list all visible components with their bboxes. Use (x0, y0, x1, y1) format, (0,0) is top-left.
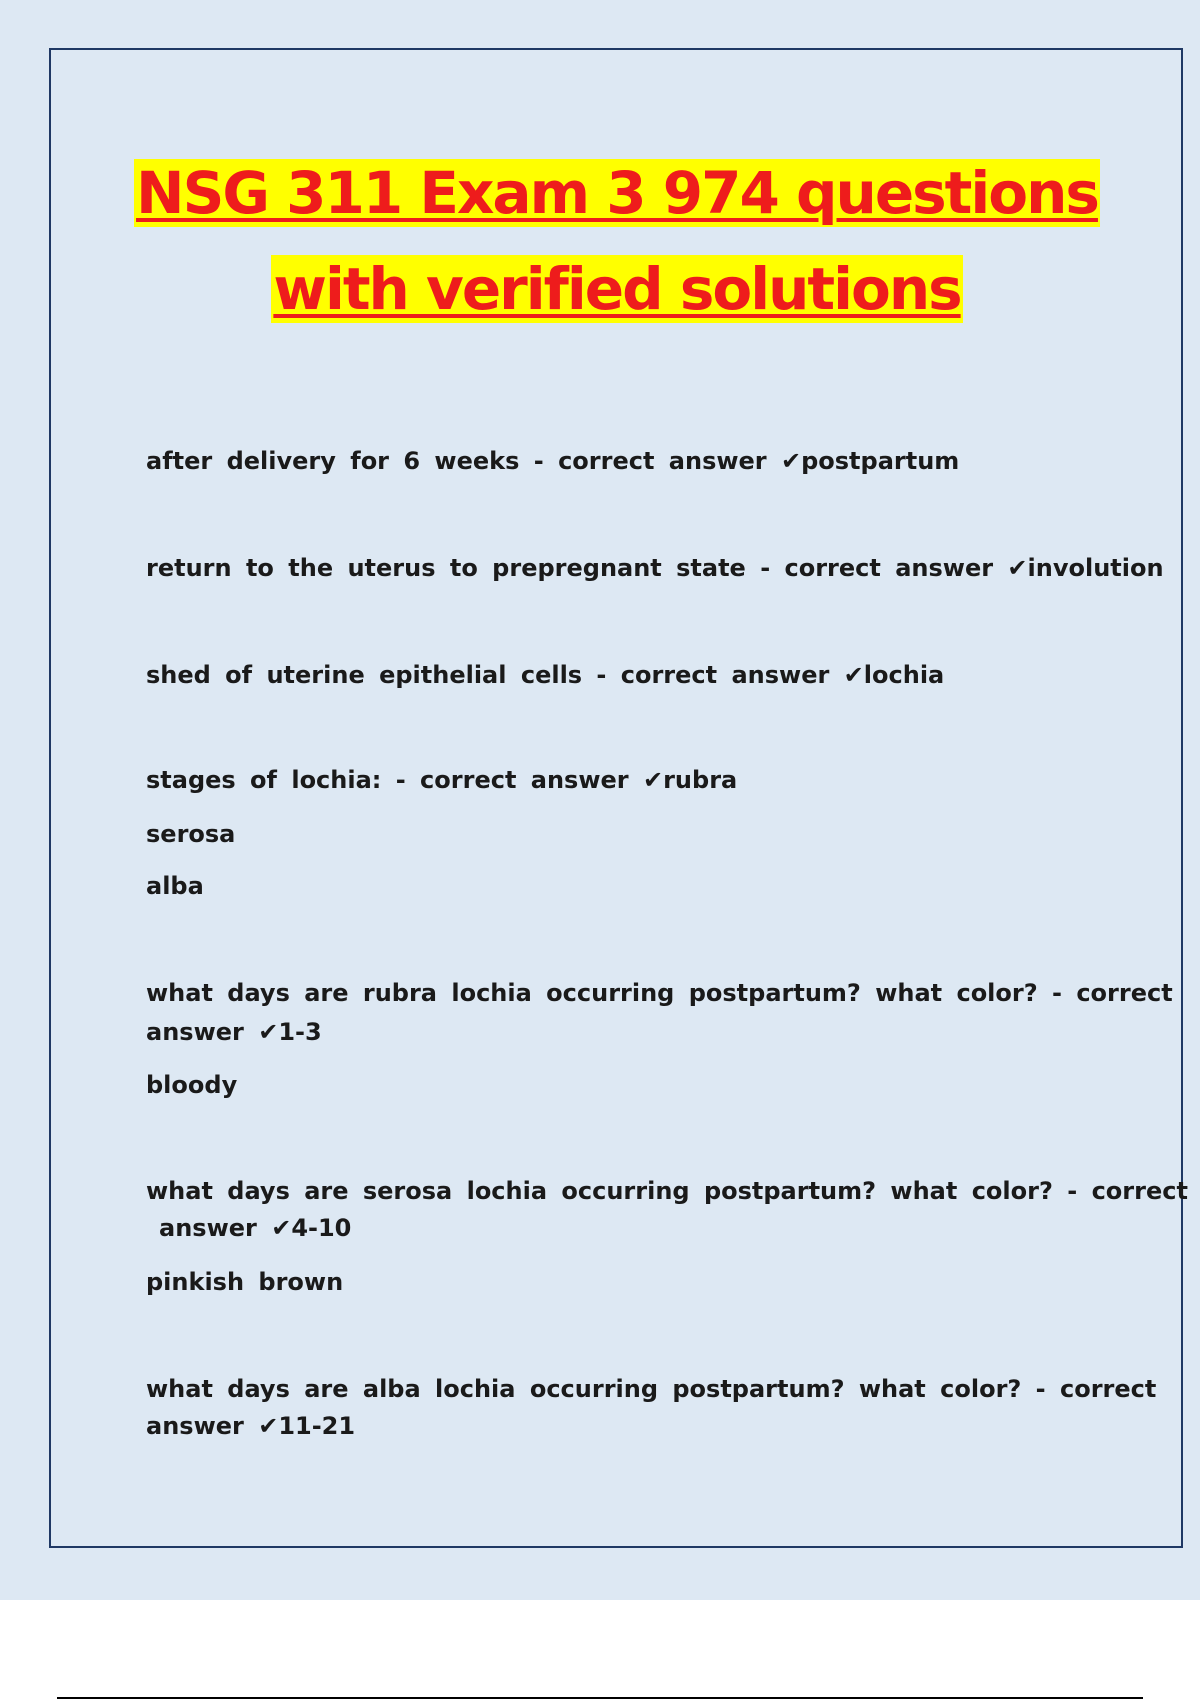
title-line-1: NSG 311 Exam 3 974 questions (136, 159, 1098, 227)
qa-item-6: what days are serosa lochia occurring postpartum? what color? - correct (146, 1177, 1188, 1205)
qa-item-6-cont: answer ✔4-10 (159, 1214, 352, 1242)
document-title (0, 145, 1200, 337)
qa-item-5: what days are rubra lochia occurring postpartum? what color? - correct (146, 979, 1173, 1007)
qa-item-3: shed of uterine epithelial cells - correct answer ✔lochia (146, 661, 945, 689)
qa-item-4: stages of lochia: - correct answer ✔rubra (146, 766, 738, 794)
bottom-divider (57, 1697, 1143, 1699)
qa-item-5-cont: answer ✔1-3 (146, 1018, 322, 1046)
qa-item-6-extra-1: pinkish brown (146, 1268, 344, 1296)
qa-item-7: what days are alba lochia occurring postpartum? what color? - correct (146, 1375, 1157, 1403)
title-line-2: with verified solutions (273, 255, 961, 323)
qa-item-1: after delivery for 6 weeks - correct answer ✔postpartum (146, 447, 960, 475)
qa-item-4-extra-2: alba (146, 872, 204, 900)
qa-item-2: return to the uterus to prepregnant state - correct answer ✔involution (146, 554, 1164, 582)
qa-item-4-extra-1: serosa (146, 820, 236, 848)
qa-item-5-extra-1: bloody (146, 1071, 238, 1099)
qa-item-7-cont: answer ✔11-21 (146, 1412, 356, 1440)
